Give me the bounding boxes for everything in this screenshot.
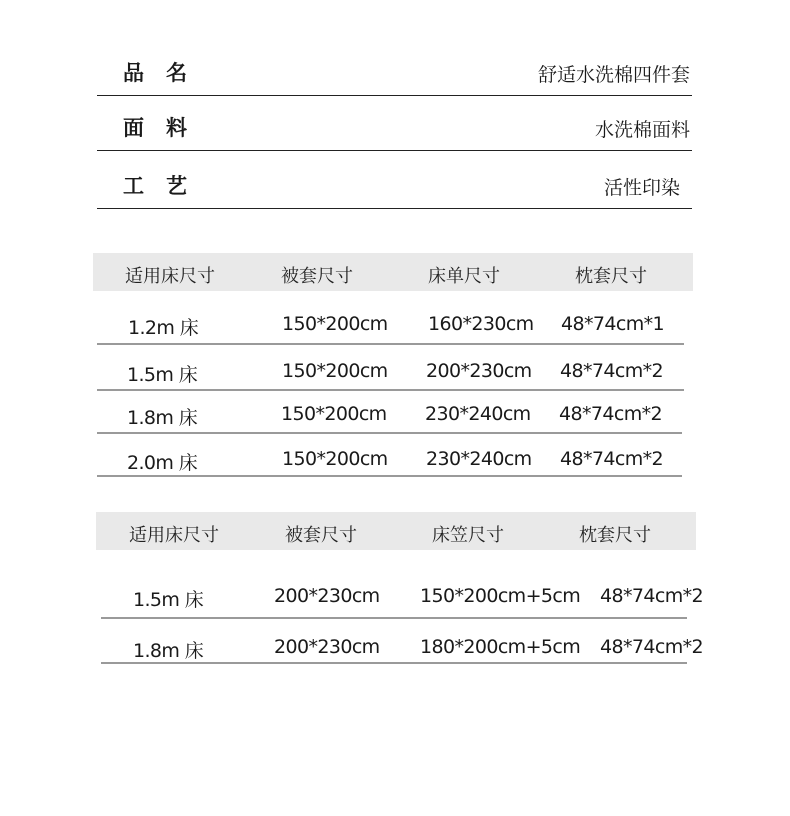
header-cell: 适用床尺寸 — [125, 266, 215, 287]
table-cell: 160*230cm — [428, 313, 534, 335]
header-cell: 枕套尺寸 — [579, 525, 651, 546]
table-cell: 200*230cm — [426, 360, 532, 382]
info-label: 工艺 — [123, 174, 209, 198]
table-header — [96, 512, 696, 550]
info-label: 面料 — [123, 116, 209, 140]
info-row-craft — [97, 151, 692, 209]
table-cell: 1.8m 床 — [133, 640, 204, 662]
header-cell: 被套尺寸 — [281, 266, 353, 287]
table-cell: 48*74cm*2 — [600, 585, 703, 607]
info-row-name — [97, 41, 692, 96]
table-cell: 48*74cm*2 — [560, 360, 663, 382]
table-cell: 200*230cm — [274, 636, 380, 658]
info-value: 活性印染 — [603, 177, 680, 199]
row-divider — [97, 343, 684, 345]
row-divider — [101, 662, 687, 664]
table-cell: 1.2m 床 — [128, 317, 199, 339]
row-divider — [97, 389, 684, 391]
header-cell: 床笠尺寸 — [432, 525, 504, 546]
table-cell: 150*200cm — [282, 448, 388, 470]
row-divider — [97, 432, 682, 434]
table-cell: 1.5m 床 — [133, 589, 204, 611]
row-divider — [97, 475, 682, 477]
row-divider — [101, 617, 687, 619]
table-header — [93, 253, 693, 291]
table-cell: 150*200cm — [282, 313, 388, 335]
table-cell: 48*74cm*2 — [600, 636, 703, 658]
header-cell: 枕套尺寸 — [575, 266, 647, 287]
header-cell: 被套尺寸 — [285, 525, 357, 546]
table-cell: 230*240cm — [426, 448, 532, 470]
info-value: 舒适水洗棉四件套 — [537, 64, 690, 86]
info-value: 水洗棉面料 — [594, 119, 690, 141]
header-cell: 床单尺寸 — [428, 266, 500, 287]
info-row-fabric — [97, 96, 692, 151]
table-cell: 230*240cm — [425, 403, 531, 425]
table-cell: 2.0m 床 — [127, 452, 198, 474]
table-cell: 48*74cm*2 — [560, 448, 663, 470]
table-cell: 180*200cm+5cm — [420, 636, 581, 658]
table-cell: 48*74cm*2 — [559, 403, 662, 425]
table-cell: 1.5m 床 — [127, 364, 198, 386]
table-cell: 200*230cm — [274, 585, 380, 607]
table-cell: 48*74cm*1 — [561, 313, 664, 335]
table-cell: 150*200cm+5cm — [420, 585, 581, 607]
table-cell: 150*200cm — [281, 403, 387, 425]
info-label: 品名 — [123, 61, 209, 85]
header-cell: 适用床尺寸 — [129, 525, 219, 546]
table-cell: 150*200cm — [282, 360, 388, 382]
table-cell: 1.8m 床 — [127, 407, 198, 429]
